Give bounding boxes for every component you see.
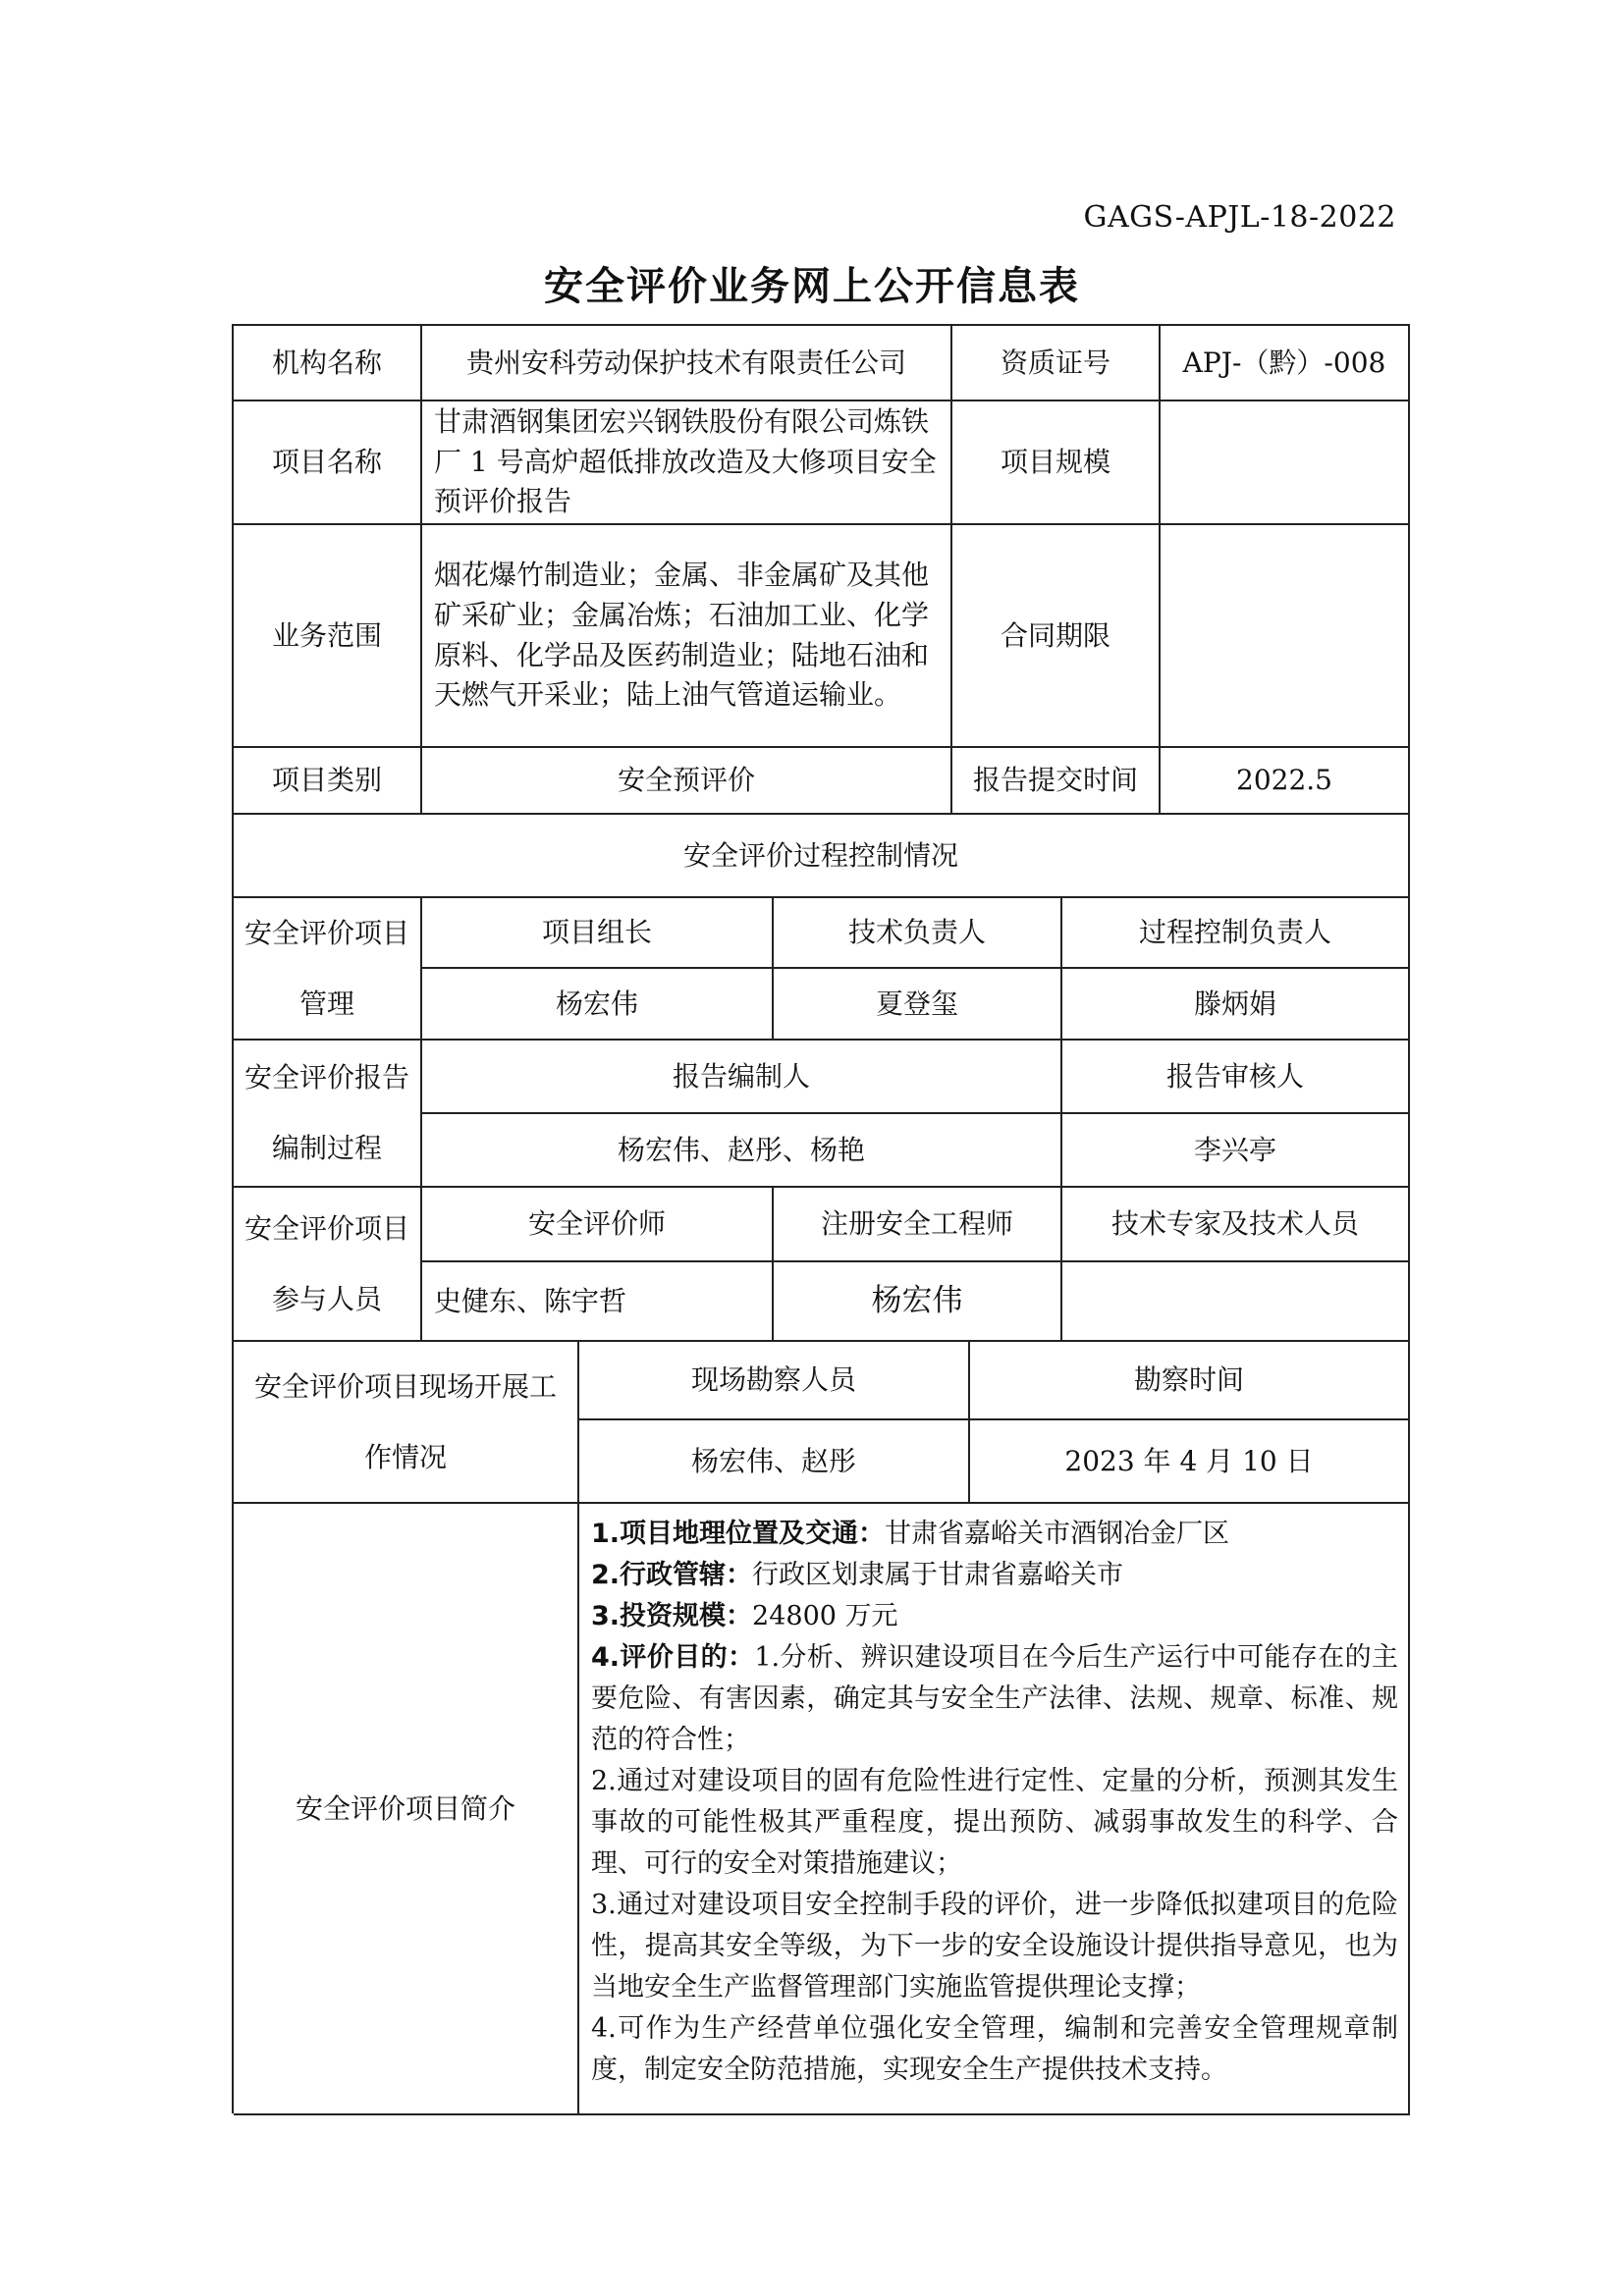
participants-header-expert: 技术专家及技术人员 [1062,1188,1410,1262]
scale-value [1161,401,1410,525]
compilation-header-reviewer: 报告审核人 [1062,1041,1410,1114]
participants-label: 安全评价项目参与人员 [234,1188,422,1342]
intro-heading: 2.行政管辖： [591,1560,753,1590]
site-label: 安全评价项目现场开展工作情况 [234,1342,579,1504]
intro-item-purpose [591,1637,1398,1761]
intro-paragraph: 2.通过对建设项目的固有危险性进行定性、定量的分析，预测其发生事故的可能性极其严重程度，提出预防、减弱事故发生的科学、合理、可行的安全对策措施建议； [591,1766,1398,1879]
category-label: 项目类别 [234,748,422,815]
compilation-header-compiler: 报告编制人 [422,1041,1062,1114]
intro-heading: 3.投资规模： [591,1601,753,1631]
intro-content [579,1504,1410,2115]
compilation-label: 安全评价报告编制过程 [234,1041,422,1188]
contract-label: 合同期限 [952,525,1161,748]
management-header-tech: 技术负责人 [774,898,1062,969]
intro-heading: 4.评价目的： [591,1642,755,1673]
document-number: GAGS-APJL-18-2022 [1083,200,1396,235]
intro-heading: 1.项目地理位置及交通： [591,1519,886,1549]
site-value-time: 2023 年 4 月 10 日 [970,1420,1410,1504]
cert-value: APJ-（黔）-008 [1161,326,1410,401]
intro-text: 行政区划隶属于甘肃省嘉峪关市 [752,1560,1124,1590]
intro-text: 甘肃省嘉峪关市酒钢冶金厂区 [885,1519,1230,1549]
intro-text: 1.分析、辨识建设项目在今后生产运行中可能存在的主要危险、有害因素，确定其与安全生产法律、法规、规章、标准、规范的符合性； [591,1642,1398,1755]
participants-header-evaluator: 安全评价师 [422,1188,774,1262]
site-header-time: 勘察时间 [970,1342,1410,1420]
management-value-process: 滕炳娟 [1062,969,1410,1041]
project-label: 项目名称 [234,401,422,525]
intro-label: 安全评价项目简介 [234,1504,579,2115]
project-value: 甘肃酒钢集团宏兴钢铁股份有限公司炼铁厂 1 号高炉超低排放改造及大修项目安全预评价报告 [422,401,952,525]
participants-value-engineer: 杨宏伟 [774,1262,1062,1342]
submit-value: 2022.5 [1161,748,1410,815]
intro-paragraph: 4.可作为生产经营单位强化安全管理，编制和完善安全管理规章制度，制定安全防范措施，实现安全生产提供技术支持。 [591,2013,1398,2085]
info-table [232,324,1410,2113]
cert-label: 资质证号 [952,326,1161,401]
site-header-people: 现场勘察人员 [579,1342,970,1420]
submit-label: 报告提交时间 [952,748,1161,815]
participants-value-expert [1062,1262,1410,1342]
org-value: 贵州安科劳动保护技术有限责任公司 [422,326,952,401]
management-header-process: 过程控制负责人 [1062,898,1410,969]
management-header-leader: 项目组长 [422,898,774,969]
org-label: 机构名称 [234,326,422,401]
management-value-leader: 杨宏伟 [422,969,774,1041]
site-value-people: 杨宏伟、赵彤 [579,1420,970,1504]
contract-value [1161,525,1410,748]
category-value: 安全预评价 [422,748,952,815]
intro-item-investment [591,1596,1398,1637]
compilation-value-compiler: 杨宏伟、赵彤、杨艳 [422,1114,1062,1188]
intro-paragraph: 3.通过对建设项目安全控制手段的评价，进一步降低拟建项目的危险性，提高其安全等级，为下一步的安全设施设计提供指导意见，也为当地安全生产监督管理部门实施监管提供理论支撑； [591,1890,1398,2002]
compilation-value-reviewer: 李兴亭 [1062,1114,1410,1188]
scale-label: 项目规模 [952,401,1161,525]
scope-label: 业务范围 [234,525,422,748]
page-title: 安全评价业务网上公开信息表 [544,264,1080,309]
participants-header-engineer: 注册安全工程师 [774,1188,1062,1262]
intro-item-location [591,1514,1398,1555]
intro-item-jurisdiction [591,1555,1398,1596]
process-header: 安全评价过程控制情况 [234,815,1410,898]
intro-text: 24800 万元 [752,1601,898,1631]
management-value-tech: 夏登玺 [774,969,1062,1041]
scope-value: 烟花爆竹制造业；金属、非金属矿及其他矿采矿业；金属冶炼；石油加工业、化学原料、化学品及医药制造业；陆地石油和天燃气开采业；陆上油气管道运输业。 [422,525,952,748]
management-label: 安全评价项目管理 [234,898,422,1041]
participants-value-evaluator: 史健东、陈宇哲 [422,1262,774,1342]
